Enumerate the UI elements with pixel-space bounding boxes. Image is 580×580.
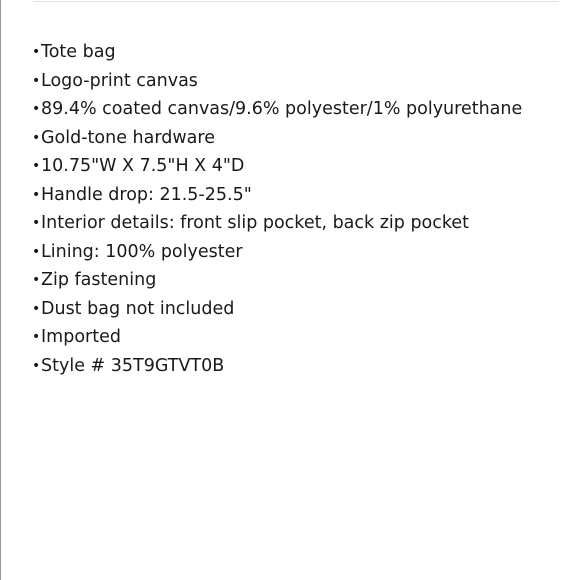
detail-text: Interior details: front slip pocket, back zip pocket: [41, 213, 470, 233]
list-item: [32, 124, 522, 153]
detail-text: Zip fastening: [41, 270, 157, 290]
detail-text: Style # 35T9GTVT0B: [41, 355, 225, 376]
detail-text: Gold-tone hardware: [41, 127, 215, 148]
list-item: [32, 95, 522, 124]
list-item: [32, 238, 522, 267]
list-item: [32, 209, 522, 238]
detail-text: 89.4% coated canvas/9.6% polyester/1% polyurethane: [41, 99, 523, 119]
bullet: •: [32, 357, 41, 374]
detail-text: Imported: [41, 327, 121, 347]
bullet: •: [32, 72, 41, 89]
bullet: •: [32, 186, 41, 203]
bullet: •: [32, 243, 41, 260]
list-item: [32, 152, 522, 181]
product-details-list: [32, 38, 522, 380]
detail-text: Tote bag: [41, 42, 116, 62]
detail-text: 10.75"W X 7.5"H X 4"D: [41, 156, 245, 176]
list-item: [32, 67, 522, 96]
bullet: •: [32, 158, 41, 174]
list-item: [32, 266, 522, 295]
bullet: •: [32, 101, 41, 117]
detail-text: Handle drop: 21.5-25.5": [41, 184, 252, 205]
detail-text: Dust bag not included: [41, 298, 235, 319]
bullet: •: [32, 44, 41, 60]
bullet: •: [32, 215, 41, 231]
bullet: •: [32, 272, 41, 288]
list-item: [32, 323, 522, 352]
detail-text: Logo-print canvas: [41, 70, 198, 91]
left-border: [0, 0, 1, 580]
list-item: [32, 38, 522, 67]
list-item: [32, 352, 522, 381]
bullet: •: [32, 300, 41, 317]
list-item: [32, 295, 522, 324]
bullet: •: [32, 129, 41, 146]
top-divider: [33, 1, 559, 2]
list-item: [32, 181, 522, 210]
detail-text: Lining: 100% polyester: [41, 241, 243, 262]
bullet: •: [32, 329, 41, 345]
